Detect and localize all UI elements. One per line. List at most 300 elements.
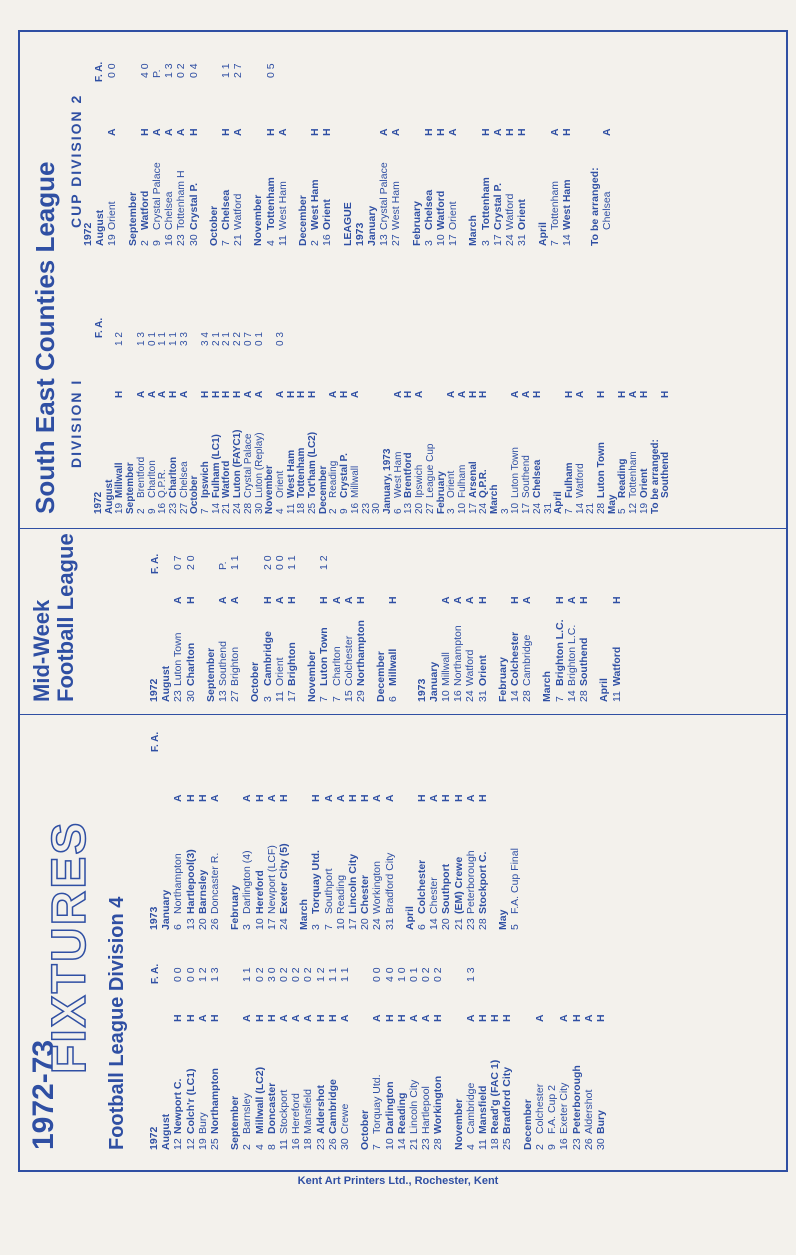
- month-label: September: [229, 1095, 242, 1150]
- fixture-team: Luton Town: [596, 442, 608, 498]
- fixture-date: 17: [491, 234, 504, 246]
- fixture-date: 27: [178, 502, 190, 514]
- fixture-team: Northampton: [355, 620, 368, 686]
- venue-marker: H: [285, 390, 297, 398]
- venue-marker: H: [477, 1014, 490, 1022]
- month-label: February: [410, 201, 423, 246]
- month-label: May: [497, 909, 510, 930]
- fixture-date: 25: [209, 1138, 222, 1150]
- fl-left-list: [148, 967, 607, 1150]
- venue-marker: A: [558, 1014, 571, 1022]
- fixture-team: Crystal P.: [491, 182, 504, 230]
- fixture-date: 7: [318, 696, 331, 702]
- spacer: [400, 620, 408, 703]
- venue-marker: A: [278, 1014, 291, 1022]
- fixture-row: [232, 63, 245, 246]
- venue-marker: A: [349, 390, 361, 398]
- fixture-team: West Ham: [392, 451, 404, 498]
- score: 0 2: [420, 967, 433, 982]
- venue-marker: H: [253, 1014, 266, 1022]
- fixture-team: Fulham: [563, 462, 575, 498]
- fixture-team: Watford: [504, 193, 517, 230]
- fixture-date: 14: [574, 502, 586, 514]
- score: 1 1: [167, 332, 179, 346]
- score: 1 3: [135, 332, 147, 346]
- fixture-team: Chester: [428, 877, 441, 914]
- fixture-date: 17: [447, 234, 460, 246]
- fixture-team: Doncaster: [265, 1082, 278, 1134]
- fixture-date: 25: [307, 502, 319, 514]
- fixture-team: Orient: [476, 655, 489, 686]
- spacer: [289, 162, 297, 246]
- fixture-row: [383, 967, 396, 1150]
- fixture-team: Cambridge: [464, 1082, 477, 1134]
- score: 1 2: [196, 967, 209, 982]
- score: 1 1: [326, 967, 339, 982]
- fixture-row: [322, 794, 335, 930]
- spacer: [445, 1060, 453, 1150]
- fixture-team: (EM) Crewe: [452, 856, 465, 914]
- month-label: May: [606, 494, 618, 514]
- fixture-team: Stockport C.: [477, 851, 490, 914]
- fixture-team: Tottenham: [479, 177, 492, 230]
- fixture-date: 11: [278, 1139, 291, 1150]
- fixture-row: [464, 967, 477, 1150]
- venue-marker: H: [278, 794, 291, 802]
- fixture-date: 14: [509, 690, 522, 702]
- venue-marker: A: [464, 1014, 477, 1022]
- spacer: [221, 1060, 229, 1150]
- fixture-team: Colchester: [533, 1083, 546, 1134]
- fixture-row: [638, 390, 651, 514]
- venue-marker: H: [516, 128, 529, 136]
- venue-marker: A: [290, 1014, 303, 1022]
- spacer: [514, 1060, 522, 1150]
- fixture-team: Reading: [617, 458, 629, 498]
- fixture-date: 15: [342, 690, 355, 702]
- fixture-row: [558, 1014, 571, 1150]
- venue-marker: H: [221, 390, 233, 398]
- mw-title: [30, 533, 78, 702]
- score: 0 2: [175, 63, 188, 78]
- venue-marker: A: [328, 390, 340, 398]
- fixture-date: 11: [273, 691, 286, 702]
- fixture-row: [489, 1014, 502, 1150]
- venue-marker: H: [253, 794, 266, 802]
- fixture-date: 10: [440, 690, 453, 702]
- fixture-row: [196, 967, 209, 1150]
- div1-title: DIVISION I: [68, 378, 84, 468]
- fixture-date: 21: [232, 234, 245, 246]
- year-label: 1973: [353, 222, 366, 246]
- fixture-row: [477, 1014, 490, 1150]
- spacer: [590, 620, 598, 703]
- fixture-date: 20: [359, 918, 372, 930]
- venue-marker: A: [383, 794, 396, 802]
- fixture-date: 23: [175, 234, 188, 246]
- fixture-team: Lincoln City: [408, 1079, 421, 1134]
- month-label: November: [252, 194, 265, 246]
- fixture-team: Southend: [578, 637, 591, 686]
- fixture-date: 16: [558, 1138, 571, 1150]
- fixture-date: 30: [339, 1138, 352, 1150]
- fixture-row: [371, 967, 384, 1150]
- fixture-team: Watford: [138, 190, 151, 230]
- fixture-row: [253, 967, 266, 1150]
- score: 3 0: [265, 967, 278, 982]
- fixture-date: 21: [585, 502, 597, 514]
- score: 1 0: [395, 967, 408, 982]
- venue-marker: A: [601, 128, 614, 136]
- venue-marker: A: [452, 596, 465, 604]
- score: 1 3: [464, 967, 477, 982]
- score: 2 2: [232, 332, 244, 346]
- fixture-date: 5: [509, 924, 522, 930]
- fixture-date: 17: [265, 918, 278, 930]
- fixture-team: Hereford: [253, 870, 266, 914]
- venue-marker: A: [446, 390, 458, 398]
- fixture-row: [178, 332, 191, 514]
- fixture-date: 3: [479, 240, 492, 246]
- venue-marker: H: [138, 128, 151, 136]
- fixture-team: Peterborough: [570, 1065, 583, 1134]
- spacer: [529, 162, 537, 246]
- score: 3 4: [200, 332, 212, 346]
- score: 1 3: [209, 967, 222, 982]
- spacer: [197, 620, 205, 703]
- fixture-date: 7: [371, 1144, 384, 1150]
- fixture-team: Chelsea: [422, 189, 435, 230]
- venue-marker: A: [521, 596, 534, 604]
- venue-marker: A: [533, 1014, 546, 1022]
- fixture-date: 31: [476, 690, 489, 702]
- fixture-date: 21: [408, 1138, 421, 1150]
- venue-marker: A: [229, 596, 242, 604]
- score: 1 1: [157, 332, 169, 346]
- venue-marker: H: [383, 1014, 396, 1022]
- fixture-team: Brentford: [403, 452, 415, 498]
- month-label: January: [366, 205, 379, 246]
- score: 2 0: [261, 555, 274, 570]
- score: P.: [217, 561, 230, 570]
- spacer: [533, 620, 541, 703]
- score: 0 0: [106, 63, 119, 78]
- month-label: To be arranged:: [589, 167, 602, 246]
- fixture-date: 27: [390, 234, 403, 246]
- fixture-row: [114, 332, 126, 514]
- venue-marker: H: [563, 390, 575, 398]
- venue-marker: A: [521, 390, 533, 398]
- venue-marker: H: [570, 1014, 583, 1022]
- fixture-date: 20: [196, 918, 209, 930]
- month-label: September: [125, 462, 137, 514]
- fixture-date: 28: [477, 918, 490, 930]
- venue-marker: H: [321, 128, 334, 136]
- fixture-row: [477, 794, 490, 930]
- score: 0 1: [253, 332, 265, 346]
- fixture-team: West Ham: [560, 179, 573, 230]
- fixture-team: Orient: [274, 470, 286, 498]
- fixture-row: [548, 128, 561, 246]
- spacer: [241, 620, 249, 703]
- midweek-section: [20, 528, 786, 714]
- fixture-date: 20: [440, 918, 453, 930]
- venue-marker: H: [504, 128, 517, 136]
- fixture-team: Millwall: [114, 462, 126, 498]
- fixture-date: 23: [570, 1138, 583, 1150]
- fixture-row: [387, 596, 400, 703]
- fixture-date: 14: [210, 502, 222, 514]
- fixture-team: Chelsea: [178, 461, 190, 498]
- fixture-row: [184, 967, 197, 1150]
- fixture-date: 13: [184, 918, 197, 930]
- fixture-team: Reading: [334, 874, 347, 914]
- month-label: November: [452, 1098, 465, 1150]
- venue-marker: H: [339, 390, 351, 398]
- fixture-team: Barnsley: [241, 1093, 254, 1134]
- fixture-date: 16: [290, 1138, 303, 1150]
- month-label: January: [160, 889, 173, 930]
- fixture-row: [151, 69, 164, 246]
- fixture-row: [163, 63, 176, 246]
- fixture-team: Orient: [321, 199, 334, 230]
- month-label: LEAGUE: [341, 202, 354, 246]
- fixture-row: [509, 596, 522, 703]
- venue-marker: H: [432, 1014, 445, 1022]
- fixture-date: 19: [106, 234, 119, 246]
- fixture-date: 25: [501, 1138, 514, 1150]
- fixture-team: League Cup: [424, 443, 436, 498]
- fixture-date: 14: [560, 234, 573, 246]
- score: 0 2: [432, 967, 445, 982]
- fixture-team: Tottenham: [628, 451, 640, 498]
- venue-marker: A: [274, 390, 286, 398]
- fixture-row: [378, 128, 391, 246]
- se-fa-header: F. A.: [94, 317, 105, 338]
- venue-marker: A: [392, 390, 404, 398]
- month-label: August: [103, 479, 115, 514]
- fixture-team: Workington: [371, 861, 384, 914]
- venue-marker: H: [355, 596, 368, 604]
- venue-marker: A: [447, 128, 460, 136]
- fixture-date: 23: [172, 690, 185, 702]
- fixture-team: Darlington (4): [241, 850, 254, 914]
- fixture-row: [601, 128, 614, 246]
- fixture-date: 4: [264, 240, 277, 246]
- fixture-row: [355, 596, 368, 703]
- fixture-team: F.A. Cup Final: [509, 848, 522, 914]
- venue-marker: A: [420, 1014, 433, 1022]
- mw-fa-header: F. A.: [150, 553, 161, 574]
- venue-marker: H: [531, 390, 543, 398]
- venue-marker: A: [273, 596, 286, 604]
- fixture-row: [390, 128, 403, 246]
- venue-marker: H: [309, 128, 322, 136]
- fixture-date: 30: [184, 690, 197, 702]
- fixture-row: [501, 1014, 514, 1150]
- spacer: [396, 843, 404, 930]
- fixture-date: 27: [424, 502, 436, 514]
- venue-marker: A: [175, 128, 188, 136]
- month-label: February: [435, 471, 447, 514]
- spacer: [403, 162, 411, 246]
- fixture-date: 10: [435, 234, 448, 246]
- fixture-date: 3: [261, 696, 274, 702]
- fixture-row: [594, 1014, 607, 1150]
- fixture-date: 4: [464, 1144, 477, 1150]
- fixture-row: [342, 596, 355, 703]
- venue-marker: H: [422, 128, 435, 136]
- fixture-team: Ipswich: [200, 461, 212, 498]
- score: 4 0: [383, 967, 396, 982]
- score: 0 7: [242, 332, 254, 346]
- fixture-team: Exeter City: [558, 1082, 571, 1134]
- year-label: 1972: [148, 678, 160, 702]
- fixture-row: [432, 967, 445, 1150]
- fixture-row: [321, 128, 334, 246]
- season-title: 1972-73: [27, 1039, 60, 1150]
- fixture-date: 23: [420, 1138, 433, 1150]
- fixture-row: [372, 429, 383, 514]
- spacer: [200, 162, 208, 246]
- fixture-row: [452, 794, 465, 930]
- fixture-date: 28: [432, 1138, 445, 1150]
- fixture-row: [209, 794, 222, 930]
- spacer: [351, 1060, 359, 1150]
- fixture-team: Charlton: [146, 460, 158, 498]
- fixture-date: 14: [428, 918, 441, 930]
- fixture-date: 4: [274, 508, 286, 514]
- fixture-row: [362, 429, 373, 514]
- fixture-team: F.A. Cup 2: [546, 1084, 559, 1134]
- venue-marker: H: [479, 128, 492, 136]
- venue-marker: H: [476, 596, 489, 604]
- fixture-team: Watford: [221, 460, 233, 498]
- fl-title: Football League Division 4: [106, 896, 128, 1150]
- fixture-date: 9: [151, 240, 164, 246]
- fixture-team: Bury: [594, 1110, 607, 1134]
- se-list: [93, 332, 672, 514]
- fixture-team: Newport C.: [172, 1078, 185, 1134]
- score: 1 2: [114, 332, 126, 346]
- venue-marker: A: [241, 1014, 254, 1022]
- score: 1 1: [339, 967, 352, 982]
- fixture-team: Luton Town: [318, 627, 331, 686]
- fixture-team: Orient: [106, 201, 119, 230]
- fixture-date: 23: [314, 1138, 327, 1150]
- fixture-date: 6: [172, 924, 185, 930]
- fixture-date: 7: [563, 508, 575, 514]
- venue-marker: H: [232, 390, 244, 398]
- fixture-date: 10: [334, 918, 347, 930]
- month-label: December: [521, 1099, 534, 1150]
- fixture-row: [276, 128, 289, 246]
- month-label: February: [496, 657, 509, 702]
- fixture-team: Read'g (FAC 1): [489, 1059, 502, 1134]
- month-label: October: [189, 475, 201, 514]
- venue-marker: H: [578, 596, 591, 604]
- fixture-team: Arsenal: [467, 461, 479, 498]
- venue-marker: A: [217, 596, 230, 604]
- venue-marker: H: [467, 390, 479, 398]
- fixture-date: 12: [172, 1138, 185, 1150]
- month-label: August: [160, 1113, 173, 1150]
- fixture-team: Newport (LCF): [265, 845, 278, 914]
- fixture-row: [504, 128, 517, 246]
- score: 0 7: [172, 555, 185, 570]
- venue-marker: A: [456, 390, 468, 398]
- fixture-team: Workington: [432, 1075, 445, 1134]
- venue-marker: A: [464, 794, 477, 802]
- fixture-row: [278, 967, 291, 1150]
- venue-marker: H: [307, 390, 319, 398]
- fixture-team: Millwall: [349, 465, 361, 498]
- venue-marker: A: [371, 794, 384, 802]
- fixture-team: Reading: [328, 460, 340, 498]
- month-label: April: [598, 678, 611, 702]
- fixture-team: Crystal P.: [339, 453, 351, 498]
- fixture-team: Q.P.R.: [157, 469, 169, 498]
- venue-marker: H: [209, 1014, 222, 1022]
- fixture-row: [422, 128, 435, 246]
- fixture-row: [290, 967, 303, 1150]
- venue-marker: A: [582, 1014, 595, 1022]
- fixture-row: [196, 794, 209, 930]
- venue-marker: H: [440, 794, 453, 802]
- fixture-date: 16: [163, 234, 176, 246]
- fixture-team: Chelsea: [220, 189, 233, 230]
- fixture-team: Crystal Palace: [242, 433, 254, 498]
- fixture-team: Chester: [359, 874, 372, 914]
- fixture-row: [359, 794, 372, 930]
- fixture-row: [172, 967, 185, 1150]
- fixture-date: 2: [309, 240, 322, 246]
- fixture-row: [253, 794, 266, 930]
- month-label: September: [126, 191, 139, 246]
- venue-marker: H: [477, 794, 490, 802]
- fixture-row: [209, 967, 222, 1150]
- month-label: November: [306, 650, 319, 702]
- venue-marker: A: [302, 1014, 315, 1022]
- score: 0 0: [273, 555, 286, 570]
- fixture-team: Q.P.R.: [478, 469, 490, 498]
- venue-marker: A: [172, 596, 185, 604]
- fixture-date: 20: [414, 502, 426, 514]
- score: 3 3: [178, 332, 190, 346]
- fixture-date: 24: [478, 502, 490, 514]
- fixture-team: Orient: [446, 470, 458, 498]
- fixture-team: Southend: [521, 455, 533, 498]
- venue-marker: A: [440, 596, 453, 604]
- fixture-date: 19: [114, 502, 126, 514]
- venue-marker: A: [414, 390, 426, 398]
- fixture-row: [265, 967, 278, 1150]
- score: 0 2: [253, 967, 266, 982]
- fl-fa-header-2: F. A.: [150, 731, 161, 752]
- fixture-row: [371, 794, 384, 930]
- fixture-row: [533, 1014, 546, 1150]
- venue-marker: A: [178, 390, 190, 398]
- fixture-row: [447, 128, 460, 246]
- venue-marker: H: [553, 596, 566, 604]
- fixture-row: [578, 596, 591, 703]
- fixture-team: Chelsea: [601, 191, 614, 230]
- fixture-row: [307, 390, 319, 514]
- venue-marker: H: [296, 390, 308, 398]
- month-label: August: [94, 209, 107, 246]
- fixture-date: 21: [452, 918, 465, 930]
- fixture-date: 10: [253, 918, 266, 930]
